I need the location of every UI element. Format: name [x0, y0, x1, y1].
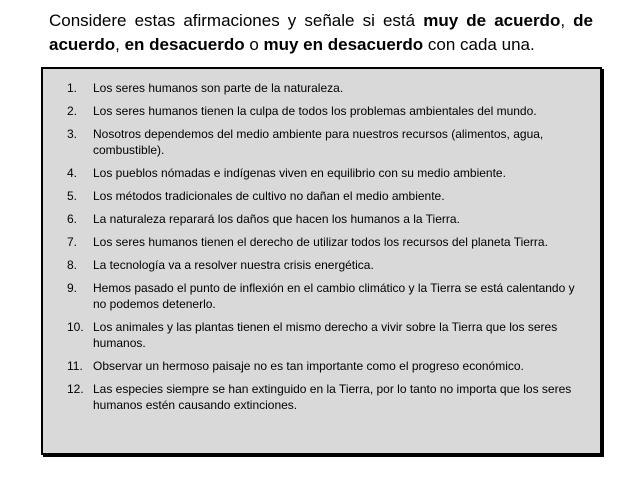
- statement-text: Los métodos tradicionales de cultivo no dañan el medio ambiente.: [93, 189, 445, 203]
- statement-item: [43, 211, 600, 227]
- instructions-text-1: Considere estas afirmaciones y señale si está: [49, 11, 424, 30]
- statement-number: 9.: [67, 281, 78, 295]
- statement-item: [43, 103, 600, 119]
- statement-item: [43, 234, 600, 250]
- statement-text: Los seres humanos tienen la culpa de todos los problemas ambientales del mundo.: [93, 104, 537, 118]
- instructions-sep-3: o: [244, 35, 264, 54]
- statement-number: 11.: [67, 359, 83, 373]
- statement-item: [43, 188, 600, 204]
- statement-number: 10.: [67, 320, 84, 334]
- statement-item: [43, 381, 600, 413]
- statement-text: Los animales y las plantas tienen el mismo derecho a vivir sobre la Tierra que los seres humanos.: [93, 320, 558, 350]
- instructions: [49, 9, 593, 57]
- statement-item: [43, 280, 600, 312]
- statement-item: [43, 126, 600, 158]
- option-en-desacuerdo: en desacuerdo: [124, 35, 245, 54]
- instructions-sep-1: ,: [560, 11, 574, 30]
- statement-item: [43, 358, 600, 374]
- option-de-acuerdo: de acuerdo: [49, 11, 594, 54]
- statement-number: 3.: [67, 127, 78, 141]
- statement-text: Hemos pasado el punto de inflexión en el cambio climático y la Tierra se está calentando y no podemos detenerlo.: [93, 281, 575, 311]
- statement-item: [43, 319, 600, 351]
- statement-number: 8.: [67, 258, 78, 272]
- statement-text: La naturaleza reparará los daños que hacen los humanos a la Tierra.: [93, 212, 460, 226]
- statement-item: [43, 257, 600, 273]
- statement-number: 4.: [67, 166, 78, 180]
- statement-number: 12.: [67, 382, 84, 396]
- statement-number: 6.: [67, 212, 78, 226]
- statement-item: [43, 165, 600, 181]
- statement-text: Los pueblos nómadas e indígenas viven en equilibrio con su medio ambiente.: [93, 166, 506, 180]
- statement-item: [43, 80, 600, 96]
- option-muy-en-desacuerdo: muy en desacuerdo: [263, 35, 424, 54]
- instructions-text-2: con cada una.: [423, 35, 535, 54]
- statements-list: [43, 80, 600, 420]
- statement-number: 5.: [67, 189, 78, 203]
- statement-number: 1.: [67, 81, 78, 95]
- option-muy-de-acuerdo: muy de acuerdo: [423, 11, 561, 30]
- statement-number: 2.: [67, 104, 78, 118]
- statement-text: Los seres humanos son parte de la naturaleza.: [93, 81, 344, 95]
- statement-number: 7.: [67, 235, 78, 249]
- statement-text: Los seres humanos tienen el derecho de utilizar todos los recursos del planeta Tierra.: [93, 235, 548, 249]
- instructions-sep-2: ,: [115, 35, 125, 54]
- statements-panel: [41, 67, 602, 455]
- statement-text: Las especies siempre se han extinguido en la Tierra, por lo tanto no importa que los seres humanos estén causando extinciones.: [93, 382, 572, 412]
- statement-text: Nosotros dependemos del medio ambiente para nuestros recursos (alimentos, agua, combustible).: [93, 127, 544, 157]
- statement-text: La tecnología va a resolver nuestra crisis energética.: [93, 258, 374, 272]
- statement-text: Observar un hermoso paisaje no es tan importante como el progreso económico.: [93, 359, 524, 373]
